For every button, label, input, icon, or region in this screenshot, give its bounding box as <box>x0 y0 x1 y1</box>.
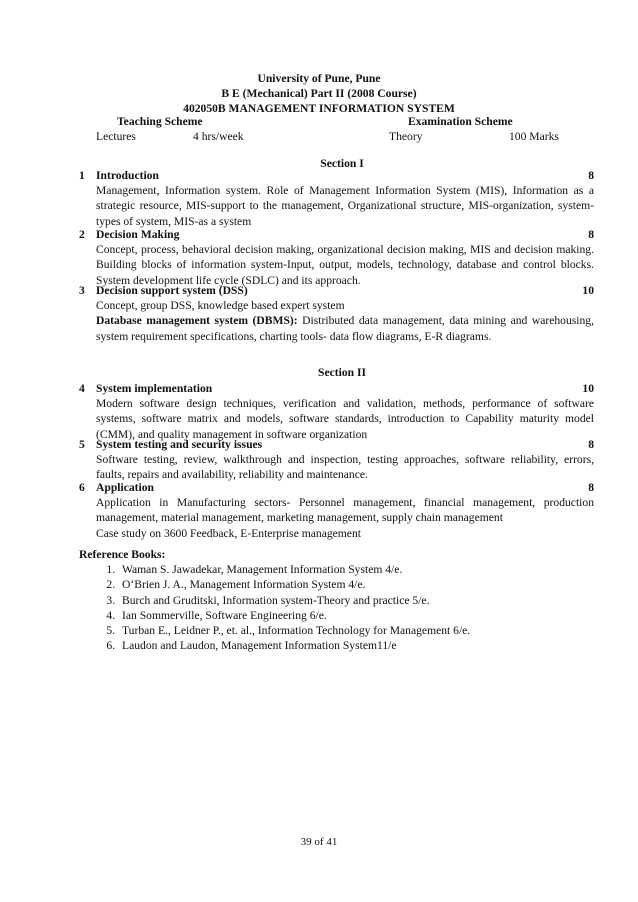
unit-number: 6 <box>79 481 85 494</box>
unit-number: 2 <box>79 228 85 241</box>
reference-item: 5. Turban E., Leidner P., et. al., Information Technology for Management 6/e. <box>118 623 599 638</box>
reference-books-title: Reference Books: <box>79 548 166 561</box>
university-title: University of Pune, Pune <box>257 72 381 85</box>
unit-description: Concept, process, behavioral decision making, organizational decision making, MIS and decision making. Building blocks of information system-Input, output, models, technology, database and control blocks. System development life cycle (SDLC) and its approach. <box>96 243 594 287</box>
unit-hours: 10 <box>582 382 594 395</box>
unit-description: Software testing, review, walkthrough and inspection, testing approaches, software reliability, errors, faults, repairs and availability, reliability and maintenance. <box>96 453 594 482</box>
unit-title: Introduction <box>96 169 159 182</box>
reference-item: 1. Waman S. Jawadekar, Management Information System 4/e. <box>118 562 599 577</box>
unit-2 <box>79 227 594 288</box>
unit-hours: 8 <box>588 228 594 241</box>
unit-5 <box>79 437 594 483</box>
theory-value: 100 Marks <box>509 130 559 143</box>
examination-scheme-label: Examination Scheme <box>408 115 513 128</box>
page-number: 39 of 41 <box>300 836 338 848</box>
lectures-value: 4 hrs/week <box>193 130 244 143</box>
unit-hours: 8 <box>588 169 594 182</box>
reference-books <box>79 547 599 653</box>
unit-3 <box>79 283 594 344</box>
teaching-scheme-label: Teaching Scheme <box>117 115 203 128</box>
dbms-lead: Database management system (DBMS): <box>96 314 298 328</box>
unit-1 <box>79 168 594 229</box>
unit-description: Concept, group DSS, knowledge based expert system <box>96 299 345 313</box>
unit-hours: 10 <box>582 284 594 297</box>
lectures-label: Lectures <box>96 130 136 143</box>
unit-description: Management, Information system. Role of Management Information System (MIS), Information as a strategic resource, MIS-support to the management, Organizational structure, MIS-organization, system- types of system, MIS-as a system <box>96 184 594 228</box>
subject-title: 402050B MANAGEMENT INFORMATION SYSTEM <box>183 102 455 115</box>
scheme-headings <box>0 115 638 131</box>
unit-number: 1 <box>79 169 85 182</box>
reference-list <box>79 562 599 653</box>
unit-hours: 8 <box>588 438 594 451</box>
unit-number: 5 <box>79 438 85 451</box>
scheme-values <box>0 130 638 146</box>
unit-description-dbms <box>96 313 594 343</box>
dbms-text: Distributed data management, data mining and warehousing, system requirement specifications, charting tools- data flow diagrams, E-R diagrams. <box>96 314 594 343</box>
reference-item: 2. O‘Brien J. A., Management Information System 4/e. <box>118 577 599 592</box>
unit-title: System implementation <box>96 382 213 395</box>
reference-item: 3. Burch and Gruditski, Information system-Theory and practice 5/e. <box>118 593 599 608</box>
unit-case-study: Case study on 3600 Feedback, E-Enterprise management <box>96 526 361 540</box>
unit-description: Application in Manufacturing sectors- Personnel management, financial management, production management, material management, marketing management, supply chain management <box>96 496 594 525</box>
unit-title: Decision support system (DSS) <box>96 284 248 297</box>
unit-title: Application <box>96 481 154 494</box>
reference-item: 6. Laudon and Laudon, Management Information System11/e <box>118 638 599 653</box>
unit-description: Modern software design techniques, verification and validation, methods, performance of software systems, software matrix and models, software standards, introduction to Capability maturity model (CMM), and quality management in software organization <box>96 397 594 441</box>
unit-4 <box>79 381 594 442</box>
section-2-title: Section II <box>318 366 366 379</box>
unit-6 <box>79 480 594 541</box>
unit-number: 3 <box>79 284 85 297</box>
unit-title: System testing and security issues <box>96 438 263 451</box>
section-1-title: Section I <box>320 157 364 170</box>
reference-item: 4. Ian Sommerville, Software Engineering 6/e. <box>118 608 599 623</box>
unit-title: Decision Making <box>96 228 180 241</box>
unit-number: 4 <box>79 382 85 395</box>
course-title: B E (Mechanical) Part II (2008 Course) <box>221 87 417 100</box>
theory-label: Theory <box>389 130 423 143</box>
unit-hours: 8 <box>588 481 594 494</box>
